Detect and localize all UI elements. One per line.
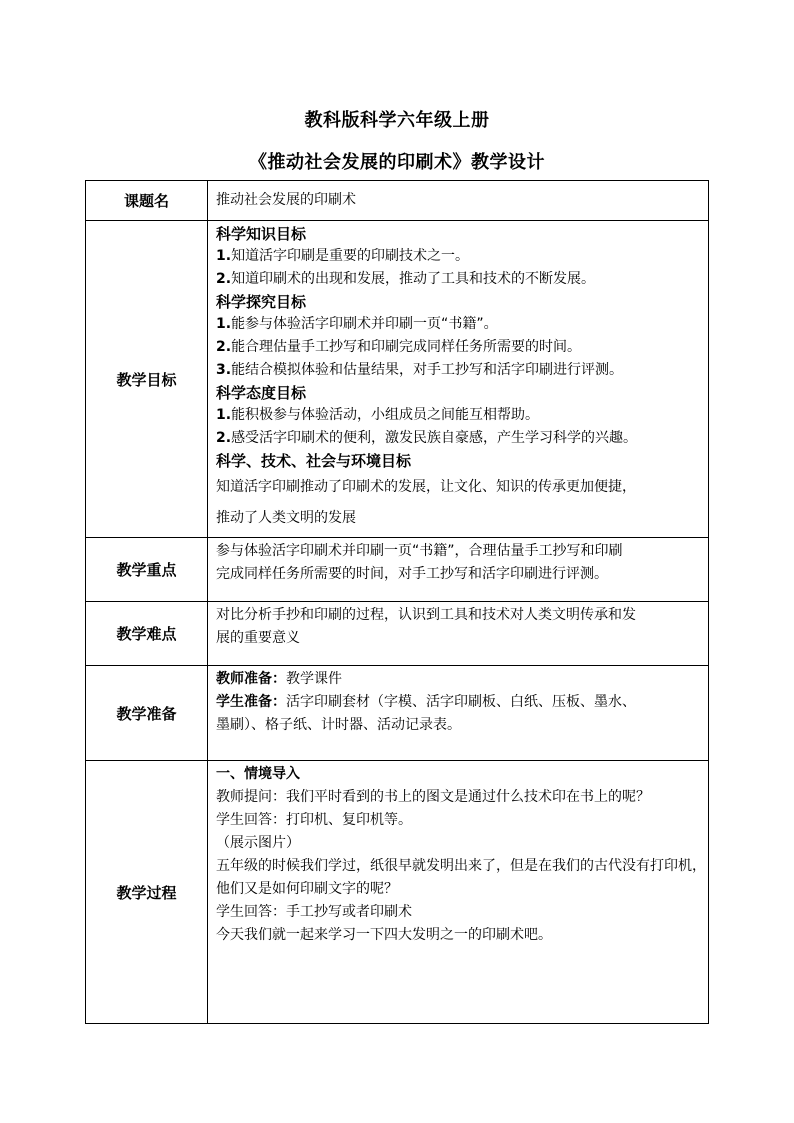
process-line: 学生回答：手工抄写或者印刷术 <box>216 904 412 920</box>
document-title: 教科版科学六年级上册 <box>304 110 490 131</box>
value-process <box>208 761 709 1024</box>
process-line: 他们又是如何印刷文字的呢？ <box>216 881 398 897</box>
value-topic <box>208 181 709 221</box>
label-preparation: 教学准备 <box>86 666 208 761</box>
process-line: 学生回答：打印机、复印机等。 <box>216 812 412 828</box>
inquiry-heading: 科学探究目标 <box>216 293 307 311</box>
process-line: 教师提问：我们平时看到的书上的图文是通过什么技术印在书上的呢？ <box>216 789 650 805</box>
table-row-topic <box>86 181 709 221</box>
topic-text: 推动社会发展的印刷术 <box>216 192 356 208</box>
process-line: 今天我们就一起来学习一下四大发明之一的印刷术吧。 <box>216 927 552 943</box>
document-subtitle: 《推动社会发展的印刷术》教学设计 <box>249 152 545 173</box>
label-topic: 课题名 <box>86 181 208 221</box>
label-key-points: 教学重点 <box>86 538 208 602</box>
knowledge-heading: 科学知识目标 <box>216 225 307 243</box>
sts-text: 知道活字印刷推动了印刷术的发展，让文化、知识的传承更加便捷， <box>216 479 636 495</box>
key-points-line: 参与体验活字印刷术并印刷一页“书籍”，合理估量手工抄写和印刷 <box>216 543 623 559</box>
table-row-objectives <box>86 221 709 538</box>
sts-text: 推动了人类文明的发展 <box>216 510 356 526</box>
knowledge-item: 1.知道活字印刷是重要的印刷技术之一。 <box>216 248 470 264</box>
student-prep: 学生准备：活字印刷套材（字模、活字印刷板、白纸、压板、墨水、 <box>216 694 636 710</box>
lesson-plan-table <box>85 180 709 1024</box>
table-row-difficulties <box>86 602 709 666</box>
inquiry-item: 3.能结合模拟体验和估量结果，对手工抄写和活字印刷进行评测。 <box>216 362 624 378</box>
value-preparation <box>208 666 709 761</box>
difficulties-line: 展的重要意义 <box>216 630 300 646</box>
table-row-process <box>86 761 709 1024</box>
inquiry-item: 2.能合理估量手工抄写和印刷完成同样任务所需要的时间。 <box>216 339 582 355</box>
process-line: 五年级的时候我们学过，纸很早就发明出来了，但是在我们的古代没有打印机， <box>216 858 706 874</box>
table-row-key-points <box>86 538 709 602</box>
knowledge-item: 2.知道印刷术的出现和发展，推动了工具和技术的不断发展。 <box>216 271 596 287</box>
student-prep-cont: 墨刷）、格子纸、计时器、活动记录表。 <box>216 717 461 733</box>
attitude-item: 2.感受活字印刷术的便利，激发民族自豪感，产生学习科学的兴趣。 <box>216 430 638 446</box>
label-process: 教学过程 <box>86 761 208 1024</box>
value-difficulties <box>208 602 709 666</box>
label-difficulties: 教学难点 <box>86 602 208 666</box>
process-section-title: 一、情境导入 <box>216 766 300 782</box>
sts-heading: 科学、技术、社会与环境目标 <box>216 452 412 470</box>
attitude-item: 1.能积极参与体验活动，小组成员之间能互相帮助。 <box>216 407 540 423</box>
attitude-heading: 科学态度目标 <box>216 384 307 402</box>
teacher-prep: 教师准备：教学课件 <box>216 671 342 687</box>
key-points-line: 完成同样任务所需要的时间，对手工抄写和活字印刷进行评测。 <box>216 566 608 582</box>
value-key-points <box>208 538 709 602</box>
inquiry-item: 1.能参与体验活字印刷术并印刷一页“书籍”。 <box>216 316 498 332</box>
value-objectives <box>208 221 709 538</box>
table-row-preparation <box>86 666 709 761</box>
label-objectives: 教学目标 <box>86 221 208 538</box>
difficulties-line: 对比分析手抄和印刷的过程，认识到工具和技术对人类文明传承和发 <box>216 607 636 623</box>
process-line: （展示图片） <box>216 835 300 851</box>
